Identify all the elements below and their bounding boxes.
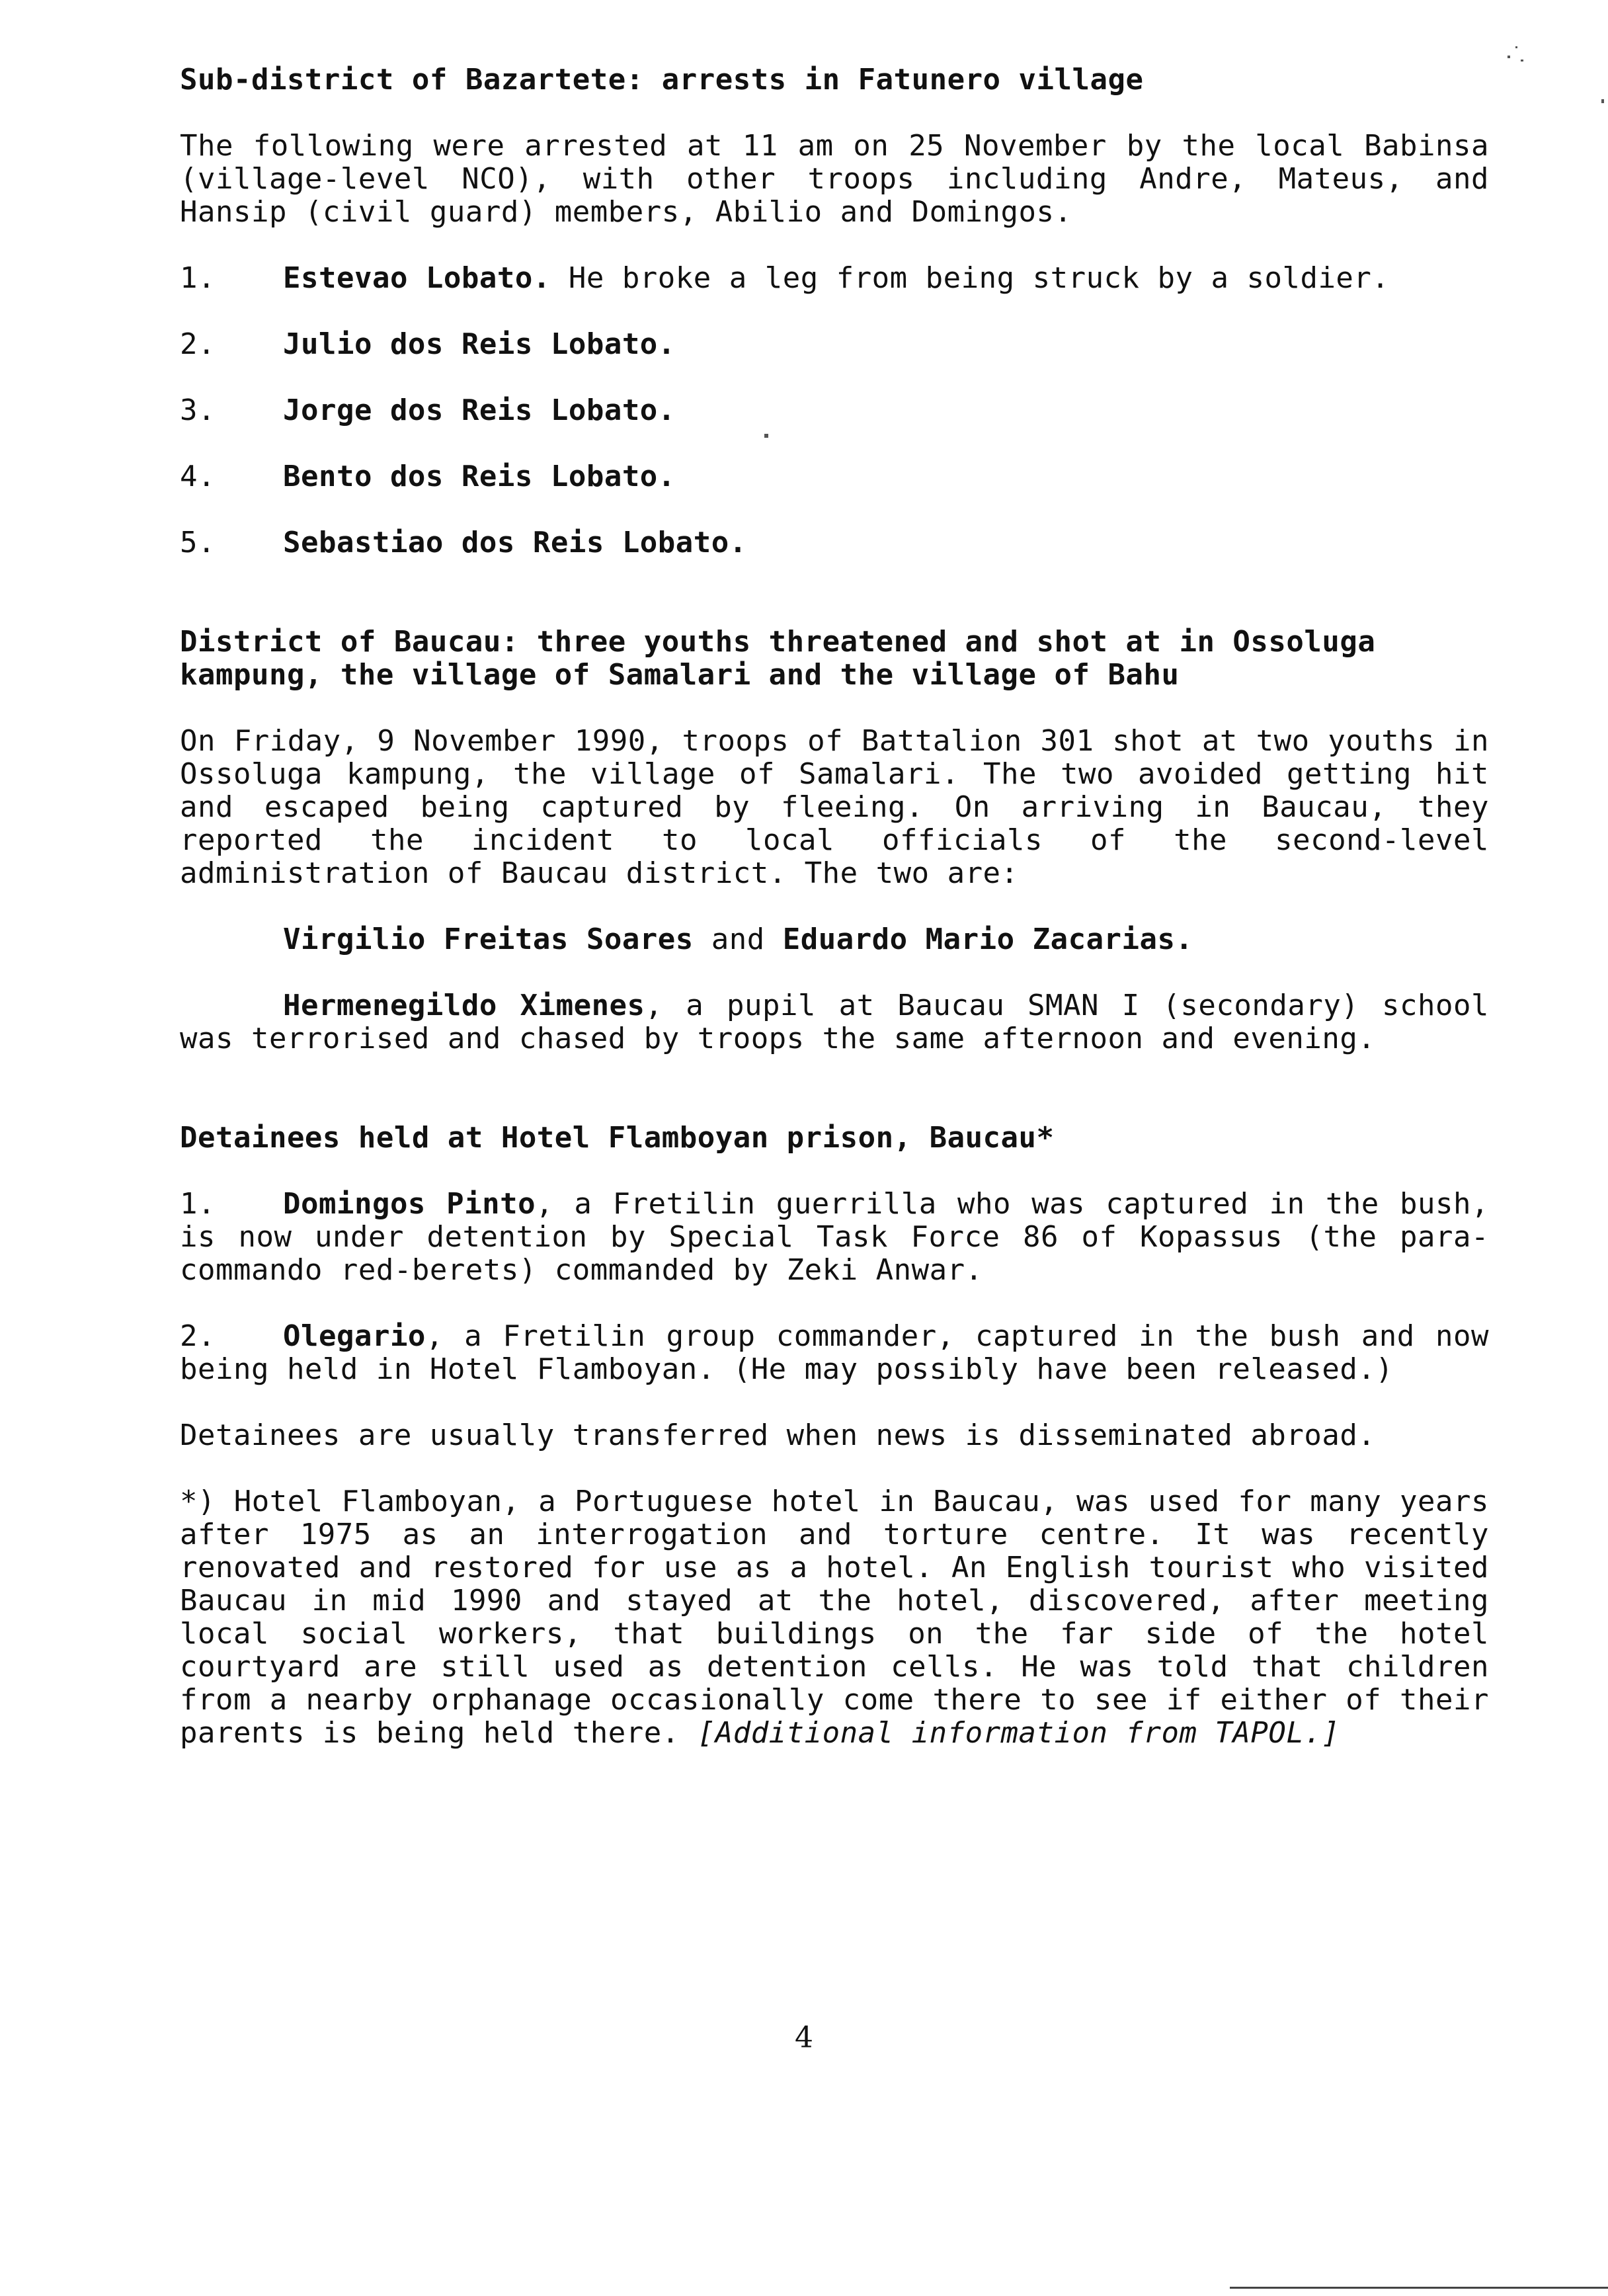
baucau-paragraph: On Friday, 9 November 1990, troops of Battalion 301 shot at two youths in Ossoluga kampung, the village of Samalari. The two avoided getting hit and escaped being captured by fleeing. On arriving in Baucau, they reported the incident to local officials of the second-level administration of Baucau district. The two are: — [180, 724, 1489, 890]
footnote-source: [Additional information from TAPOL.] — [697, 1716, 1340, 1750]
detainee-name: Olegario — [283, 1319, 426, 1353]
section-heading-bazartete: Sub-district of Bazartete: arrests in Fatunero village — [180, 63, 1144, 97]
footnote — [180, 1485, 1489, 1750]
scan-speck — [1508, 56, 1510, 58]
list-item — [180, 328, 1489, 361]
footer-rule — [1230, 2287, 1608, 2289]
hermenegildo-paragraph — [180, 989, 1489, 1055]
scan-speck — [1601, 99, 1604, 103]
footnote-text: *) Hotel Flamboyan, a Portuguese hotel in Baucau, was used for many years after 1975 as an interrogation and torture centre. It was recently renovated and restored for use as a hotel. An English tourist who visited Baucau in mid 1990 and stayed at the hotel, discovered, after meeting local social workers, that buildings on the far side of the hotel courtyard are still used as detention cells. He was told that children from a nearby orphanage occasionally come there to see if either of their parents is being held there. — [180, 1485, 1489, 1750]
section-intro-paragraph: The following were arrested at 11 am on 25 November by the local Babinsa (village-level NCO), with other troops including Andre, Mateus, and Hansip (civil guard) members, Abilio and Domingos. — [180, 129, 1489, 229]
pupil-detail: , a pupil at Baucau SMAN I (secondary) school was terrorised and chased by troops the same afternoon and evening. — [180, 989, 1489, 1055]
document-page — [180, 63, 1489, 1783]
list-text — [283, 262, 1389, 295]
list-number: 4. — [180, 460, 216, 493]
scan-speck — [1521, 60, 1523, 62]
pupil-name: Hermenegildo Ximenes — [283, 989, 645, 1022]
detainee-paragraph-1 — [180, 1188, 1489, 1287]
spacer — [180, 593, 1489, 626]
conjunction: and — [693, 922, 783, 956]
list-item — [180, 262, 1489, 295]
scan-speck — [764, 434, 768, 438]
youth-names-line — [180, 923, 1489, 956]
transfer-note: Detainees are usually transferred when news is disseminated abroad. — [180, 1418, 1376, 1452]
list-item — [180, 460, 1489, 493]
page-number: 4 — [795, 2021, 813, 2055]
list-number: 3. — [180, 393, 216, 427]
detainee-name: Sebastiao dos Reis Lobato. — [283, 526, 747, 559]
scan-speck — [1515, 46, 1517, 48]
youth-name-1: Virgilio Freitas Soares — [283, 922, 694, 956]
youth-name-2: Eduardo Mario Zacarias. — [782, 922, 1193, 956]
detainee-detail: He broke a leg from being struck by a soldier. — [550, 261, 1390, 295]
detainee-name: Estevao Lobato. — [283, 261, 551, 295]
detainee-paragraph-2 — [180, 1320, 1489, 1386]
detainee-name: Bento dos Reis Lobato. — [283, 460, 676, 493]
list-number: 2. — [180, 327, 216, 361]
spacer — [180, 1088, 1489, 1122]
list-number: 2. — [180, 1319, 216, 1353]
detainee-name: Domingos Pinto — [283, 1187, 536, 1221]
detainee-detail: , a Fretilin guerrilla who was captured in the bush, is now under detention by Special Task Force 86 of Kopassus (the para-commando red-berets) commanded by Zeki Anwar. — [180, 1187, 1489, 1287]
detainee-name: Julio dos Reis Lobato. — [283, 327, 676, 361]
list-number: 1. — [180, 261, 216, 295]
list-number: 5. — [180, 526, 216, 559]
list-number: 1. — [180, 1187, 216, 1221]
section-heading-baucau: District of Baucau: three youths threatened and shot at in Ossoluga kampung, the village of Samalari and the village of Bahu — [180, 625, 1376, 692]
list-item — [180, 394, 1489, 427]
list-item — [180, 526, 1489, 559]
detainee-name: Jorge dos Reis Lobato. — [283, 393, 676, 427]
detainee-detail: , a Fretilin group commander, captured in the bush and now being held in Hotel Flamboyan. (He may possibly have been released.) — [180, 1319, 1489, 1386]
section-heading-flamboyan: Detainees held at Hotel Flamboyan prison, Baucau* — [180, 1121, 1055, 1155]
